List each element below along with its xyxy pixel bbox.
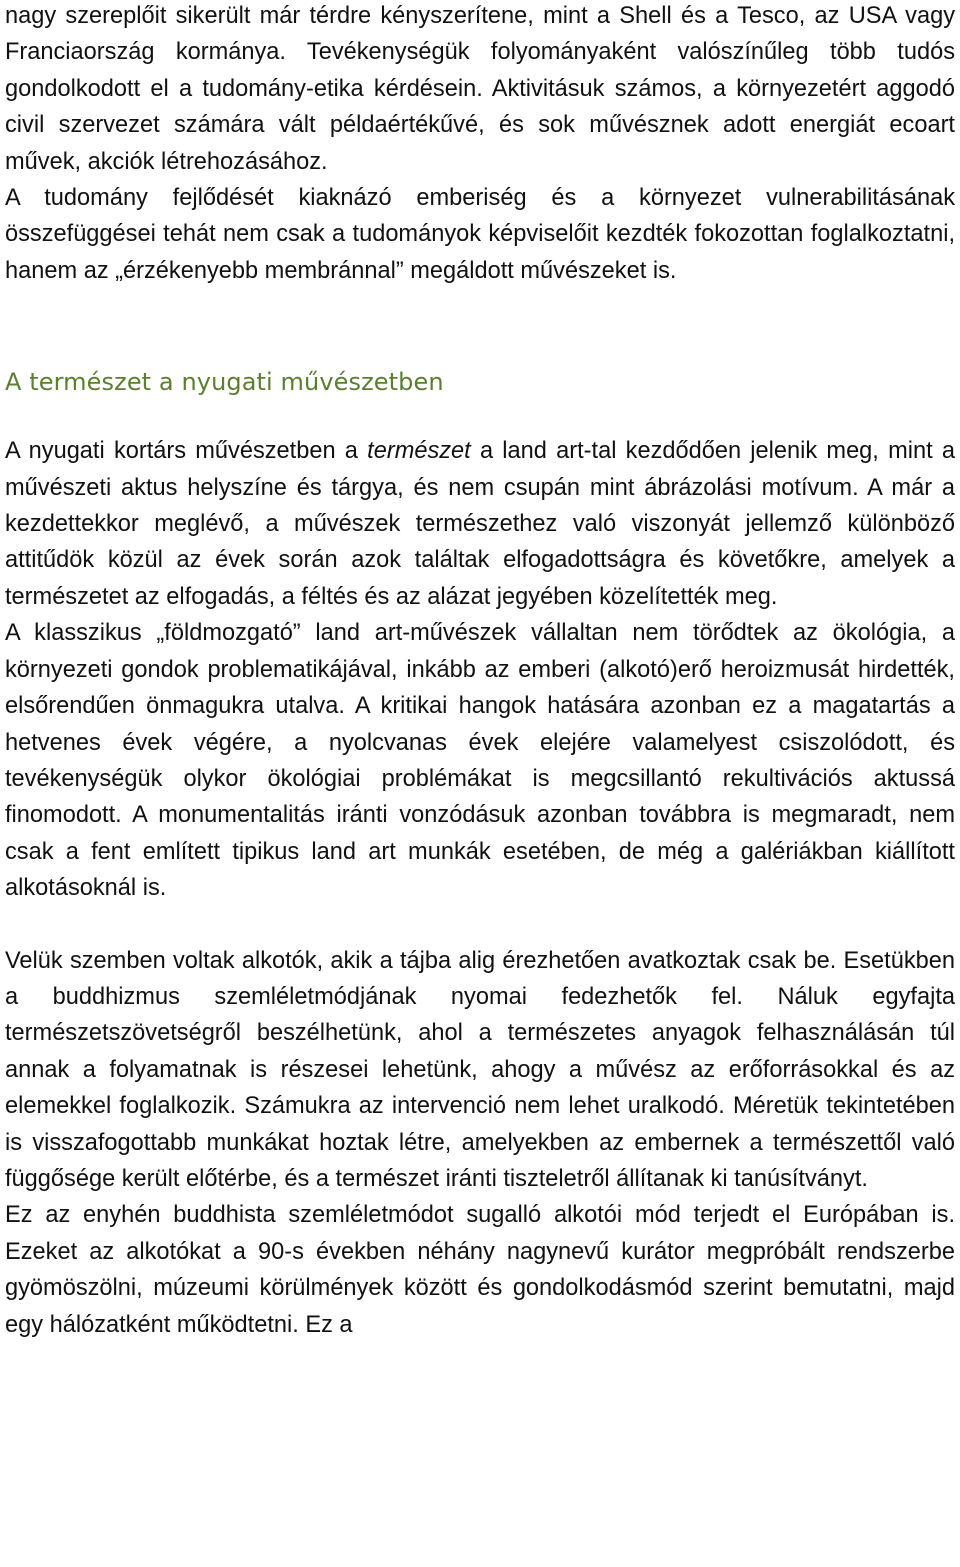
spacer	[5, 907, 955, 943]
closing-paragraph-2: Ez az enyhén buddhista szemléletmódot sugalló alkotói mód terjedt el Európában is. Ezeket az alkotókat a 90-s években néhány nagynevű kurátor megpróbált rendszerbe gyömöszölni, múzeumi körülmények között és gondolkodásmód szerint bemutatni, majd egy hálózatként működtetni. Ez a	[5, 1202, 955, 1338]
section-paragraph-1-rest: a land art-tal kezdődően jelenik meg, mint a művészeti aktus helyszíne és tárgya, és nem csupán mint ábrázolási motívum. A már a kezdettekkor meglévő, a művészek természethez való viszonyát jellemző különböző attitűdök közül az évek során azok találtak elfogadottságra és követőkre, amelyek a természetet az elfogadás, a féltés és az alázat jegyében közelítették meg.	[5, 438, 955, 610]
section-heading: A természet a nyugati művészetben	[5, 368, 444, 397]
spacer	[5, 400, 955, 433]
section-paragraph-2: A klasszikus „földmozgató” land art-művészek vállaltan nem törődtek az ökológia, a környezeti gondok problematikájával, inkább az emberi (alkotó)erő heroizmusát hirdették, elsőrendűen önmagukra utalva. A kritikai hangok hatására azonban ez a magatartás a hetvenes évek végére, a nyolcvanas évek elejére valamelyest csiszolódott, és tevékenységük olykor ökológiai problémákat is megcsillantó rekultivációs aktussá finomodott. A monumentalitás iránti vonzódásuk azonban továbbra is megmaradt, nem csak a fent említett tipikus land art munkák esetében, de még a galériákban kiállított alkotásoknál is.	[5, 620, 955, 902]
intro-paragraph-2: A tudomány fejlődését kiaknázó emberiség és a környezet vulnerabilitásának összefüggései tehát nem csak a tudományok képviselőit kezdték fokozottan foglalkoztatni, hanem az „érzékenyebb membránnal” megáldott művészeket is.	[5, 185, 955, 284]
section-paragraph-1	[5, 433, 955, 615]
closing-paragraph-1: Velük szemben voltak alkotók, akik a tájba alig érezhetően avatkoztak csak be. Esetükben a buddhizmus szemléletmódjának nyomai fedezhetők fel. Náluk egyfajta természetszövetségről beszélhetünk, ahol a természetes anyagok felhasználásán túl annak a folyamatnak is részesei lehetünk, ahogy a művész az erőforrásokkal és az elemekkel foglalkozik. Számukra az intervenció nem lehet uralkodó. Méretük tekintetében is visszafogottabb munkákat hoztak létre, amelyekben az embernek a természettől való függősége került előtérbe, és a természet iránti tiszteletről állítanak ki tanúsítványt.	[5, 947, 955, 1192]
italic-term: természet	[367, 438, 471, 465]
intro-paragraph-1: nagy szereplőit sikerült már térdre kényszerítene, mint a Shell és a Tesco, az USA vagy Franciaország kormánya. Tevékenységük folyományaként valószínűleg több tudós gondolkodott el a tudomány-etika kérdésein. Aktivitásuk számos, a környezetért aggodó civil szervezet számára vált példaértékűvé, és sok művésznek adott energiát ecoart művek, akciók létrehozásához.	[5, 3, 955, 175]
document-page	[5, 0, 955, 1343]
section-paragraph-1-start: A nyugati kortárs művészetben a	[5, 438, 368, 465]
spacer	[5, 289, 955, 364]
